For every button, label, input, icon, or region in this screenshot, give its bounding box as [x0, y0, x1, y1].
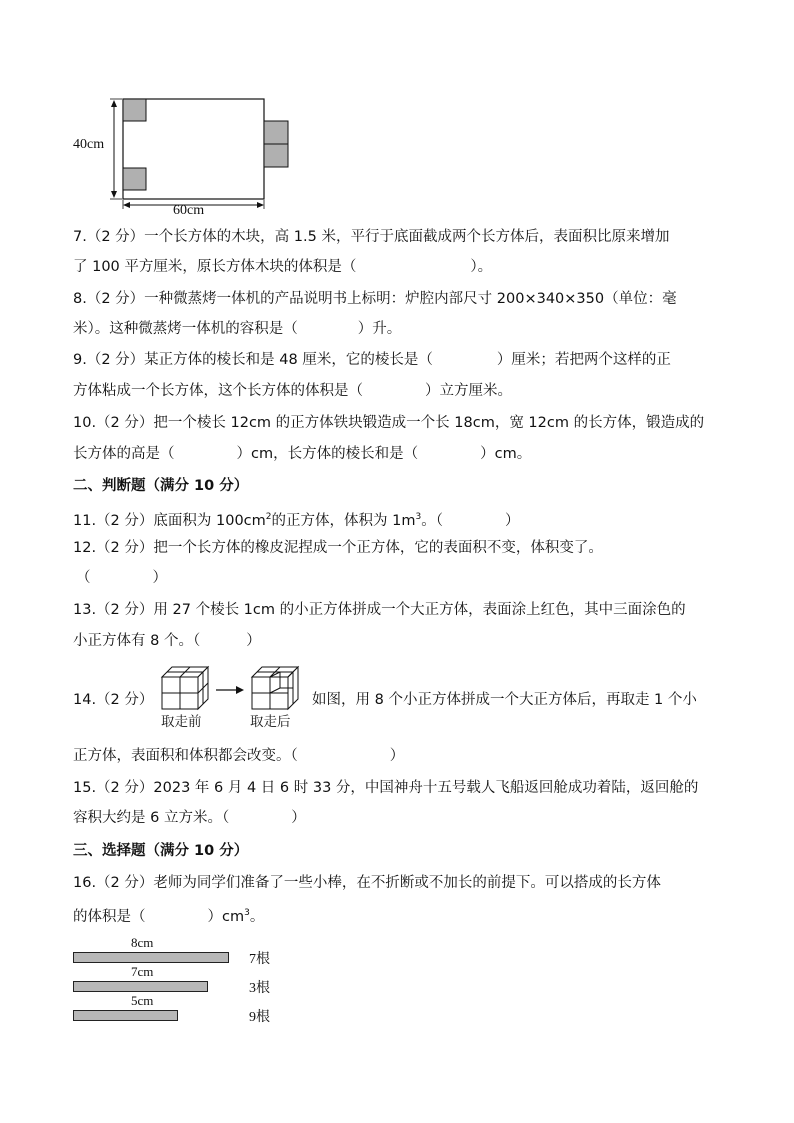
q9-text-mid: ）厘米；若把两个这样的正: [496, 352, 671, 368]
q11-sup-volume: 3: [415, 512, 422, 522]
q14-text-end: ）: [389, 748, 405, 764]
q10-line1: 10.（2 分）把一个棱长 12cm 的正方体铁块锻造成一个长 18cm，宽 12cm 的长方体，锻造成的: [73, 415, 705, 431]
cube-before-after-figure: [160, 665, 300, 711]
q13-text: 小正方体有 8 个。（: [73, 633, 201, 649]
width-label: 60cm: [173, 203, 205, 218]
q16-line2: [73, 903, 264, 927]
stick-length-label-7: 7cm: [131, 964, 154, 979]
q11-text-3: 。（: [421, 512, 443, 529]
q10-text: 长方体的高是（: [73, 446, 175, 462]
q14-line2: [73, 746, 404, 766]
rectangle-diagram: [70, 94, 300, 219]
q16-line1: 16.（2 分）老师为同学们准备了一些小棒，在不折断或不加长的前提下。可以搭成的长方体: [73, 875, 661, 891]
q16-text-end: 。: [249, 908, 265, 925]
q12-text-end: ）: [152, 570, 167, 586]
q15-text: 容积大约是 6 立方米。（: [73, 810, 230, 826]
section-choice-heading: 三、选择题（满分 10 分）: [73, 843, 249, 859]
q10-line2: [73, 444, 531, 464]
q11-sup-area: 2: [265, 512, 272, 522]
q9-line2: [73, 381, 512, 401]
q12-line2: [76, 568, 167, 588]
q13-text-end: ）: [246, 633, 261, 649]
cube-before: [162, 667, 208, 709]
q15-line1: 15.（2 分）2023 年 6 月 4 日 6 时 33 分，中国神舟十五号载人飞船返回舱成功着陆，返回舱的: [73, 780, 699, 796]
q7-line1: 7.（2 分）一个长方体的木块，高 1.5 米，平行于底面截成两个长方体后，表面积比原来增加: [73, 229, 670, 245]
q12-text: （: [76, 570, 91, 586]
q12-line1: 12.（2 分）把一个长方体的橡皮泥捏成一个正方体，它的表面积不变，体积变了。: [73, 540, 603, 556]
caption-before: 取走前: [161, 714, 202, 730]
section-judgement-heading: 二、判断题（满分 10 分）: [73, 478, 249, 494]
q7-text: 了 100 平方厘米，原长方体木块的体积是（: [73, 259, 357, 275]
q11-text-end: ）: [504, 512, 520, 529]
q10-text-mid: ）cm，长方体的棱长和是（: [236, 446, 419, 462]
stick-count-5: 9根: [249, 1010, 270, 1025]
q7-line2: [73, 257, 492, 277]
q14-text: 正方体，表面积和体积都会改变。（: [73, 748, 298, 764]
q15-line2: [73, 808, 306, 828]
q16-text-unit: ）cm: [207, 908, 245, 925]
q9-line1: [73, 350, 671, 370]
height-label: 40cm: [73, 137, 105, 152]
stick-count-8: 7根: [249, 952, 270, 967]
q11-text-2: 的正方体，体积为 1m: [271, 512, 416, 529]
stick-count-7: 3根: [249, 981, 270, 996]
stick-length-label-5: 5cm: [131, 993, 154, 1008]
q14-prefix: 14.（2 分）: [73, 692, 154, 708]
q13-line1: 13.（2 分）用 27 个棱长 1cm 的小正方体拼成一个大正方体，表面涂上红色，其中三面涂色的: [73, 602, 686, 618]
q10-text-end: ）cm。: [480, 446, 532, 462]
stick-5cm: [73, 1010, 178, 1021]
cube-after: [252, 667, 298, 709]
q8-text: 米）。这种微蒸烤一体机的容积是（: [73, 321, 298, 337]
q7-text-end: ）。: [470, 259, 493, 275]
q11-line: [73, 507, 519, 531]
stick-8cm: [73, 952, 229, 963]
q9-text: 9.（2 分）某正方体的棱长和是 48 厘米，它的棱长是（: [73, 352, 433, 368]
q9-text-end: ）立方厘米。: [425, 383, 512, 399]
q8-line1: 8.（2 分）一种微蒸烤一体机的产品说明书上标明：炉腔内部尺寸 200×340×350（单位：毫: [73, 291, 677, 307]
q11-text: 11.（2 分）底面积为 100cm: [73, 512, 266, 529]
stick-7cm: [73, 981, 208, 992]
q14-line1: 如图，用 8 个小正方体拼成一个大正方体后，再取走 1 个小: [312, 692, 697, 708]
q13-line2: [73, 631, 261, 651]
q16-text: 的体积是（: [73, 908, 146, 925]
stick-length-label-8: 8cm: [131, 935, 154, 950]
q8-text-end: ）升。: [357, 321, 402, 337]
q9-text-2: 方体粘成一个长方体，这个长方体的体积是（: [73, 383, 363, 399]
q15-text-end: ）: [291, 810, 306, 826]
arrow-icon: [216, 686, 244, 694]
q16-sup: 3: [244, 908, 250, 918]
q8-line2: [73, 319, 401, 339]
caption-after: 取走后: [250, 714, 291, 730]
